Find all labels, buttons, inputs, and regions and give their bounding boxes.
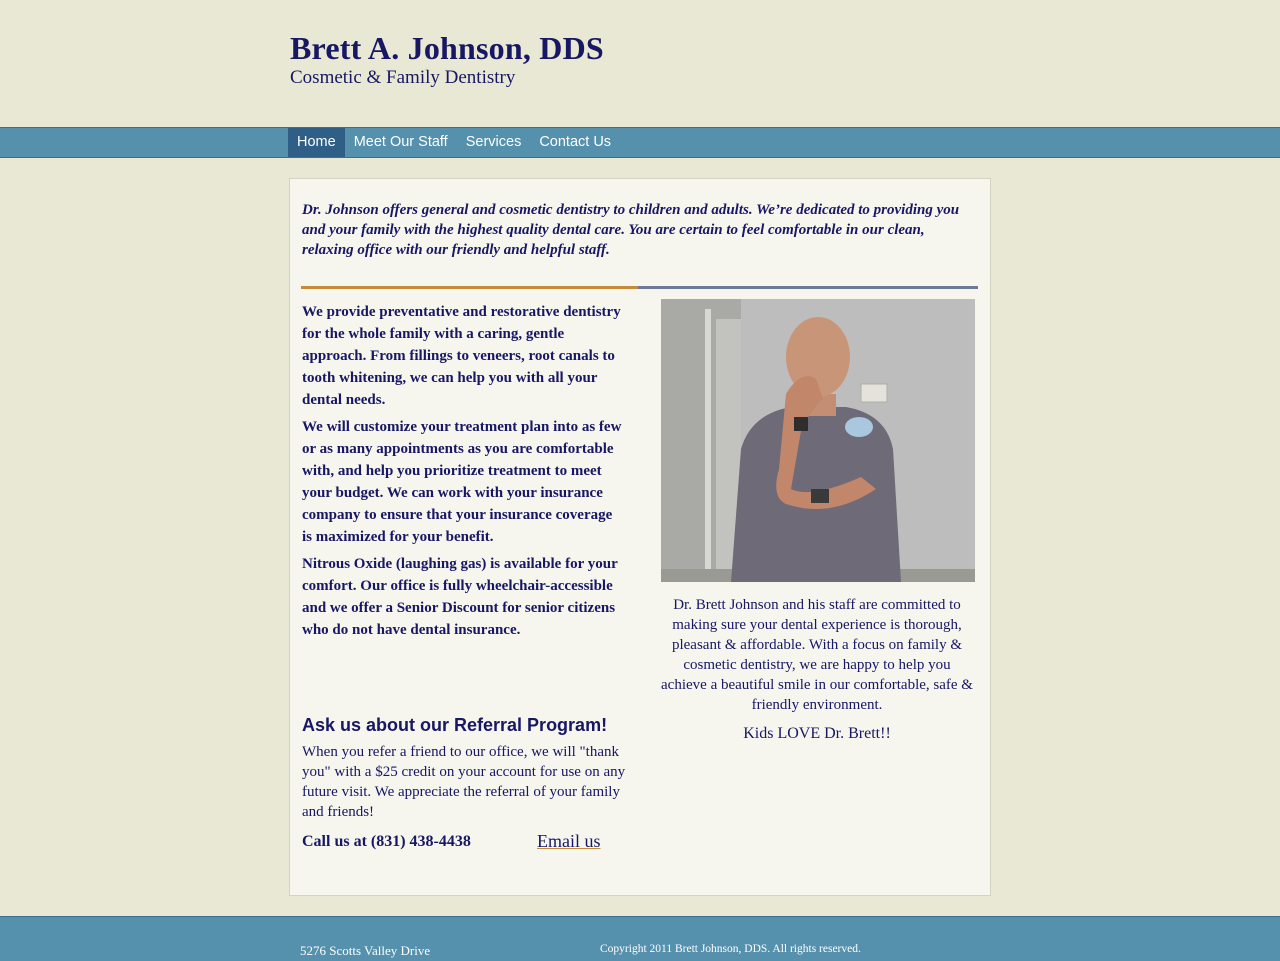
divider-right bbox=[638, 286, 978, 289]
paragraph-treatment-plan: We will customize your treatment plan into as few or as many appointments as you are comfortable with, and help you prioritize treatment to meet your budget. We can work with your insurance company to ensure that your insurance coverage is maximized for your benefit. bbox=[302, 419, 622, 545]
nav-item-home[interactable]: Home bbox=[288, 128, 345, 157]
divider-left bbox=[301, 286, 638, 289]
site-subtitle: Cosmetic & Family Dentistry bbox=[290, 67, 516, 88]
nav-bar bbox=[0, 127, 1280, 158]
footer-address: 5276 Scotts Valley Drive bbox=[300, 943, 431, 958]
main-nav bbox=[288, 128, 620, 157]
services-column bbox=[302, 301, 622, 646]
intro-text: Dr. Johnson offers general and cosmetic dentistry to children and adults. We’re dedicated to providing you and your family with the highest quality dental care. You are certain to feel comfortable in our clean, relaxing office with our friendly and helpful staff. bbox=[302, 202, 960, 258]
doctor-photo bbox=[661, 299, 975, 582]
nav-item-meet-our-staff[interactable]: Meet Our Staff bbox=[353, 134, 448, 150]
site-header bbox=[0, 0, 1280, 127]
paragraph-nitrous-oxide: Nitrous Oxide (laughing gas) is available for your comfort. Our office is fully wheelchair-accessible and we offer a Senior Discount for senior citizens who do not have dental insurance. bbox=[302, 556, 618, 638]
site-footer bbox=[0, 916, 1280, 961]
paragraph-preventative: We provide preventative and restorative dentistry for the whole family with a caring, gentle approach. From fillings to veneers, root canals to tooth whitening, we can help you with all your dental needs. bbox=[302, 304, 621, 408]
site-title: Brett A. Johnson, DDS bbox=[290, 30, 604, 66]
nav-item-contact-us[interactable]: Contact Us bbox=[539, 134, 612, 150]
footer-copyright: Copyright 2011 Brett Johnson, DDS. All rights reserved. bbox=[600, 943, 861, 955]
nav-item-services[interactable]: Services bbox=[465, 134, 522, 150]
phone-number: Call us at (831) 438-4438 bbox=[302, 833, 471, 850]
email-link[interactable]: Email us bbox=[537, 831, 601, 851]
photo-caption: Dr. Brett Johnson and his staff are committed to making sure your dental experience is thorough, pleasant & affordable. With a focus on family & cosmetic dentistry, we are happy to help you achieve a beautiful smile in our comfortable, safe & friendly environment. bbox=[661, 597, 973, 713]
kids-love-text: Kids LOVE Dr. Brett!! bbox=[743, 725, 891, 742]
content-panel bbox=[289, 178, 991, 896]
referral-heading: Ask us about our Referral Program! bbox=[302, 715, 608, 735]
referral-text: When you refer a friend to our office, we will "thank you" with a $25 credit on your account for use on any future visit. We appreciate the referral of your family and friends! bbox=[302, 744, 626, 820]
